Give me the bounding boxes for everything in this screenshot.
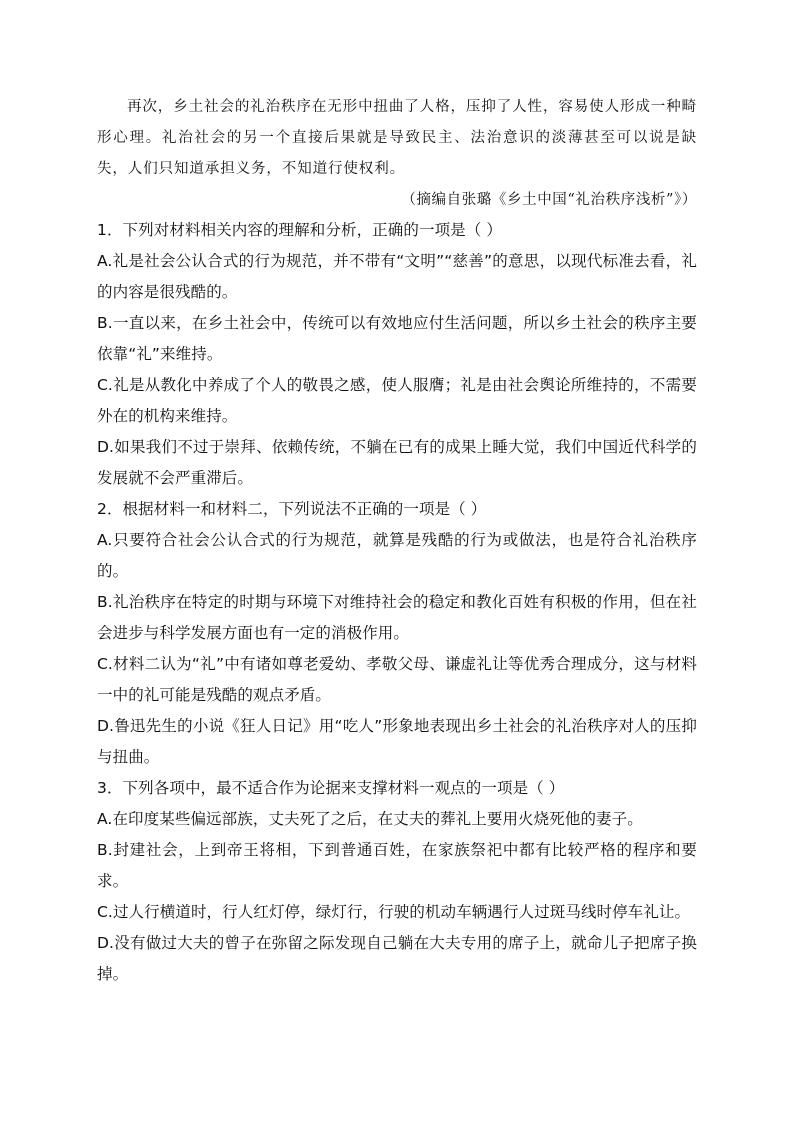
option-a: A.只要符合社会公认合式的行为规范，就算是残酷的行为或做法，也是符合礼治秩序的。 [97,531,697,580]
question-stem: 1．下列对材料相关内容的理解和分析，正确的一项是（ ） [97,221,502,239]
option-d: D.没有做过大夫的曾子在弥留之际发现自己躺在大夫专用的席子上，就命儿子把席子换掉。 [97,934,697,983]
option-d: D.鲁迅先生的小说《狂人日记》用“吃人”形象地表现出乡土社会的礼治秩序对人的压抑与扭曲。 [97,717,697,766]
question-stem: 3．下列各项中，最不适合作为论据来支撑材料一观点的一项是（ ） [97,779,565,797]
option-a: A.礼是社会公认合式的行为规范，并不带有“文明”“慈善”的意思，以现代标准去看，礼的内容是很残酷的。 [97,252,697,301]
passage-paragraph: 再次，乡土社会的礼治秩序在无形中扭曲了人格，压抑了人性，容易使人形成一种畸形心理。礼治社会的另一个直接后果就是导致民主、法治意识的淡薄甚至可以说是缺失，人们只知道承担义务，不知道行使权利。 [97,99,697,177]
option-c: C.过人行横道时，行人红灯停，绿灯行，行驶的机动车辆遇行人过斑马线时停车礼让。 [97,903,691,921]
option-b: B.礼治秩序在特定的时期与环境下对维持社会的稳定和教化百姓有积极的作用，但在社会进步与科学发展方面也有一定的消极作用。 [97,593,697,642]
question-2 [97,494,697,773]
question-3 [97,773,697,990]
document-page [97,92,697,990]
question-stem: 2．根据材料一和材料二，下列说法不正确的一项是（ ） [97,500,487,518]
option-a: A.在印度某些偏远部族，丈夫死了之后，在丈夫的葬礼上要用火烧死他的妻子。 [97,810,643,828]
option-d: D.如果我们不过于崇拜、依赖传统，不躺在已有的成果上睡大觉，我们中国近代科学的发展就不会严重滞后。 [97,438,697,487]
option-c: C.材料二认为“礼”中有诸如尊老爱幼、孝敬父母、谦虚礼让等优秀合理成分，这与材料一中的礼可能是残酷的观点矛盾。 [97,655,697,704]
question-1 [97,215,697,494]
option-b: B.封建社会，上到帝王将相，下到普通百姓，在家族祭祀中都有比较严格的程序和要求。 [97,841,697,890]
option-b: B.一直以来，在乡土社会中，传统可以有效地应付生活问题，所以乡土社会的秩序主要依靠“礼”来维持。 [97,314,697,363]
passage-source: （摘编自张璐《乡土中国“礼治秩序浅析”》） [401,192,697,208]
option-c: C.礼是从教化中养成了个人的敬畏之感，使人服膺；礼是由社会舆论所维持的，不需要外在的机构来维持。 [97,376,697,425]
